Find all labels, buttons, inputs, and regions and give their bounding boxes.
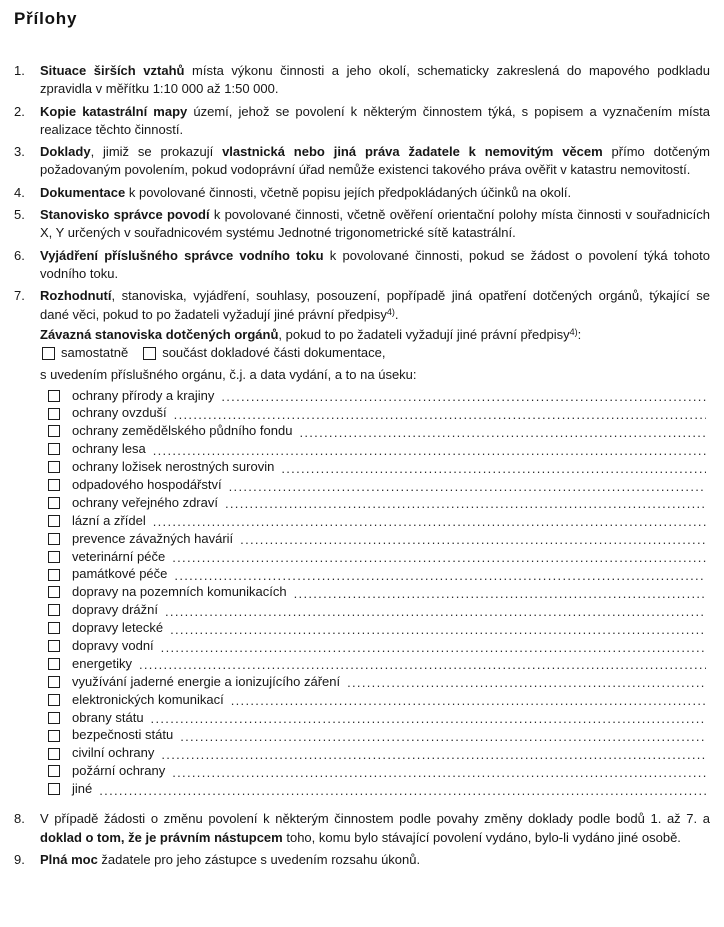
checkbox[interactable] <box>48 640 60 652</box>
checklist-label: prevence závažných havárií <box>72 530 234 546</box>
checklist-row <box>40 727 710 745</box>
checklist-row <box>40 530 710 548</box>
list-item-7 <box>14 287 710 324</box>
checkbox-soucast[interactable] <box>143 347 156 360</box>
list-item-6 <box>14 247 710 284</box>
checklist-label: ochrany ovzduší <box>72 405 167 421</box>
checklist-label: energetiky <box>72 655 132 671</box>
checkbox[interactable] <box>48 765 60 777</box>
dot-leader <box>281 460 706 478</box>
checklist-row <box>40 691 710 709</box>
item-number: 3. <box>14 144 25 160</box>
checklist-label: ochrany veřejného zdraví <box>72 494 218 510</box>
page-title: Přílohy <box>14 9 78 28</box>
list-item-1 <box>14 62 710 99</box>
dot-leader <box>221 388 706 406</box>
item-number: 2. <box>14 103 25 119</box>
checklist-row <box>40 762 710 780</box>
option-samostatne-label: samostatně <box>61 345 129 361</box>
item-text: Dokumentace k povolované činnosti, včetně popisu jejích předpokládaných účinků na okolí. <box>40 184 572 200</box>
checklist-label: bezpečnosti státu <box>72 727 174 743</box>
binding-statement: Závazná stanoviska dotčených orgánů, pokud to po žadateli vyžadují jiné právní předpisy$^{4)}$: <box>40 326 582 342</box>
dot-leader <box>229 478 706 496</box>
attachments-list <box>14 62 710 869</box>
item7-subsection <box>40 326 710 798</box>
checkbox[interactable] <box>48 390 60 402</box>
checklist-row <box>40 619 710 637</box>
checklist-label: požární ochrany <box>72 763 166 779</box>
item-number: 1. <box>14 63 25 78</box>
checkbox[interactable] <box>48 586 60 598</box>
checklist-row <box>40 476 710 494</box>
dot-leader <box>180 728 706 746</box>
checklist-row <box>40 601 710 619</box>
list-item-8 <box>14 810 710 847</box>
checklist-row <box>40 780 710 798</box>
checkbox[interactable] <box>48 694 60 706</box>
checklist-label: ochrany ložisek nerostných surovin <box>72 459 275 475</box>
checklist-label: odpadového hospodářství <box>72 477 222 492</box>
checklist-row <box>40 673 710 691</box>
item-text: Plná moc žadatele pro jeho zástupce s uvedením rozsahu úkonů. <box>40 851 421 867</box>
dot-leader <box>225 495 706 513</box>
item-number: 7. <box>14 288 25 304</box>
authority-area-checklist <box>40 387 710 798</box>
dot-leader <box>161 639 706 657</box>
checklist-label: dopravy vodní <box>72 638 154 654</box>
checkbox[interactable] <box>48 748 60 760</box>
item-number: 4. <box>14 184 25 200</box>
checklist-label: civilní ochrany <box>72 745 155 761</box>
checklist-row <box>40 637 710 655</box>
checklist-row <box>40 512 710 530</box>
checklist-label: ochrany zemědělského půdního fondu <box>72 423 293 439</box>
checkbox[interactable] <box>48 676 60 688</box>
checkbox[interactable] <box>48 622 60 634</box>
binding-options-row <box>40 344 710 362</box>
checkbox-samostatne[interactable] <box>42 347 55 360</box>
item-text: Stanovisko správce povodí k povolované činnosti, včetně ověření orientační polohy místa činnosti v souřadnicích X, Y určených v souřadnicovém systému Jednotné trigonometrické sítě katastrální. <box>40 207 710 241</box>
item-number: 6. <box>14 247 25 263</box>
dot-leader <box>231 692 706 710</box>
checklist-row <box>40 458 710 476</box>
checkbox[interactable] <box>48 515 60 527</box>
checklist-row <box>40 405 710 423</box>
item-text: Rozhodnutí, stanoviska, vyjádření, souhlasy, posouzení, popřípadě jiná opatření dotčených orgánů, týkající se dané věci, pokud to po žadateli vyžadují jiné právní předpisy$^{4)}$. <box>40 288 710 322</box>
dot-leader <box>294 585 706 603</box>
checkbox[interactable] <box>48 533 60 545</box>
checkbox[interactable] <box>48 712 60 724</box>
option-soucast-label: součást dokladové části dokumentace, <box>162 345 386 361</box>
list-item-2 <box>14 103 710 140</box>
checklist-row <box>40 440 710 458</box>
checkbox[interactable] <box>48 551 60 563</box>
checkbox[interactable] <box>48 461 60 473</box>
checklist-label: památkové péče <box>72 566 168 582</box>
dot-leader <box>161 746 706 764</box>
checkbox[interactable] <box>48 479 60 491</box>
list-item-4 <box>14 184 710 202</box>
checklist-label: dopravy letecké <box>72 620 164 636</box>
checklist-label: obrany státu <box>72 709 144 725</box>
checklist-label: dopravy na pozemních komunikacích <box>72 584 287 600</box>
list-item-3 <box>14 143 710 180</box>
checklist-row <box>40 655 710 673</box>
item-number: 5. <box>14 207 25 223</box>
checkbox[interactable] <box>48 443 60 455</box>
checklist-row <box>40 709 710 727</box>
dot-leader <box>299 424 706 442</box>
dot-leader <box>172 764 706 782</box>
item-number: 9. <box>14 851 25 867</box>
list-item-9 <box>14 851 710 869</box>
checkbox[interactable] <box>48 497 60 509</box>
checkbox[interactable] <box>48 408 60 420</box>
item-text: Vyjádření příslušného správce vodního toku k povolované činnosti, pokud se žádost o povolení týká tohoto vodního toku. <box>40 247 710 281</box>
checklist-label: ochrany lesa <box>72 441 146 457</box>
checkbox[interactable] <box>48 604 60 616</box>
checklist-label: využívání jaderné energie a ionizujícího záření <box>72 673 341 689</box>
checkbox[interactable] <box>48 425 60 437</box>
dot-leader <box>172 549 706 567</box>
checklist-row <box>40 548 710 566</box>
dot-leader <box>347 674 706 692</box>
checklist-row <box>40 494 710 512</box>
dot-leader <box>170 621 706 639</box>
dot-leader <box>151 710 706 728</box>
dot-leader <box>240 531 706 549</box>
checkbox[interactable] <box>48 569 60 581</box>
checklist-row <box>40 423 710 441</box>
dot-leader <box>165 603 706 621</box>
item-text: V případě žádosti o změnu povolení k některým činnostem podle povahy změny doklady podle bodů 1. až 7. a doklad o tom, že je právním nástupcem toho, komu bylo stávající povolení vydáno, bylo-li vydáno jiné osobě. <box>40 811 710 845</box>
dot-leader <box>99 782 706 800</box>
checklist-label: lázní a zřídel <box>72 512 146 528</box>
checklist-row <box>40 745 710 763</box>
list-item-5 <box>14 206 710 243</box>
checkbox[interactable] <box>48 658 60 670</box>
checklist-row <box>40 584 710 602</box>
item-number: 8. <box>14 811 25 827</box>
checkbox[interactable] <box>48 730 60 742</box>
checklist-label: dopravy drážní <box>72 602 158 618</box>
dot-leader <box>153 513 706 531</box>
checklist-label: ochrany přírody a krajiny <box>72 387 215 403</box>
checklist-label: jiné <box>72 781 93 797</box>
item-text: Situace širších vztahů místa výkonu činnosti a jeho okolí, schematicky zakreslená do mapového podkladu zpravidla v měřítku 1:10 000 až 1:50 000. <box>40 63 710 97</box>
checkbox[interactable] <box>48 783 60 795</box>
checklist-label: veterinární péče <box>72 548 166 564</box>
checklist-label: elektronických komunikací <box>72 691 224 707</box>
item-text: Doklady, jimiž se prokazují vlastnická nebo jiná práva žadatele k nemovitým věcem přímo dotčeným požadovaným povolením, pokud vodoprávní úřad nemůže existenci takového práva ověřit v katastru nemovitostí. <box>40 144 710 178</box>
checklist-row <box>40 387 710 405</box>
checklist-row <box>40 566 710 584</box>
item-text: Kopie katastrální mapy území, jehož se povolení k některým činnostem týká, s popisem a vyznačením místa realizace těchto činností. <box>40 103 710 137</box>
usek-intro-text: s uvedením příslušného orgánu, č.j. a data vydání, a to na úseku: <box>40 367 417 383</box>
